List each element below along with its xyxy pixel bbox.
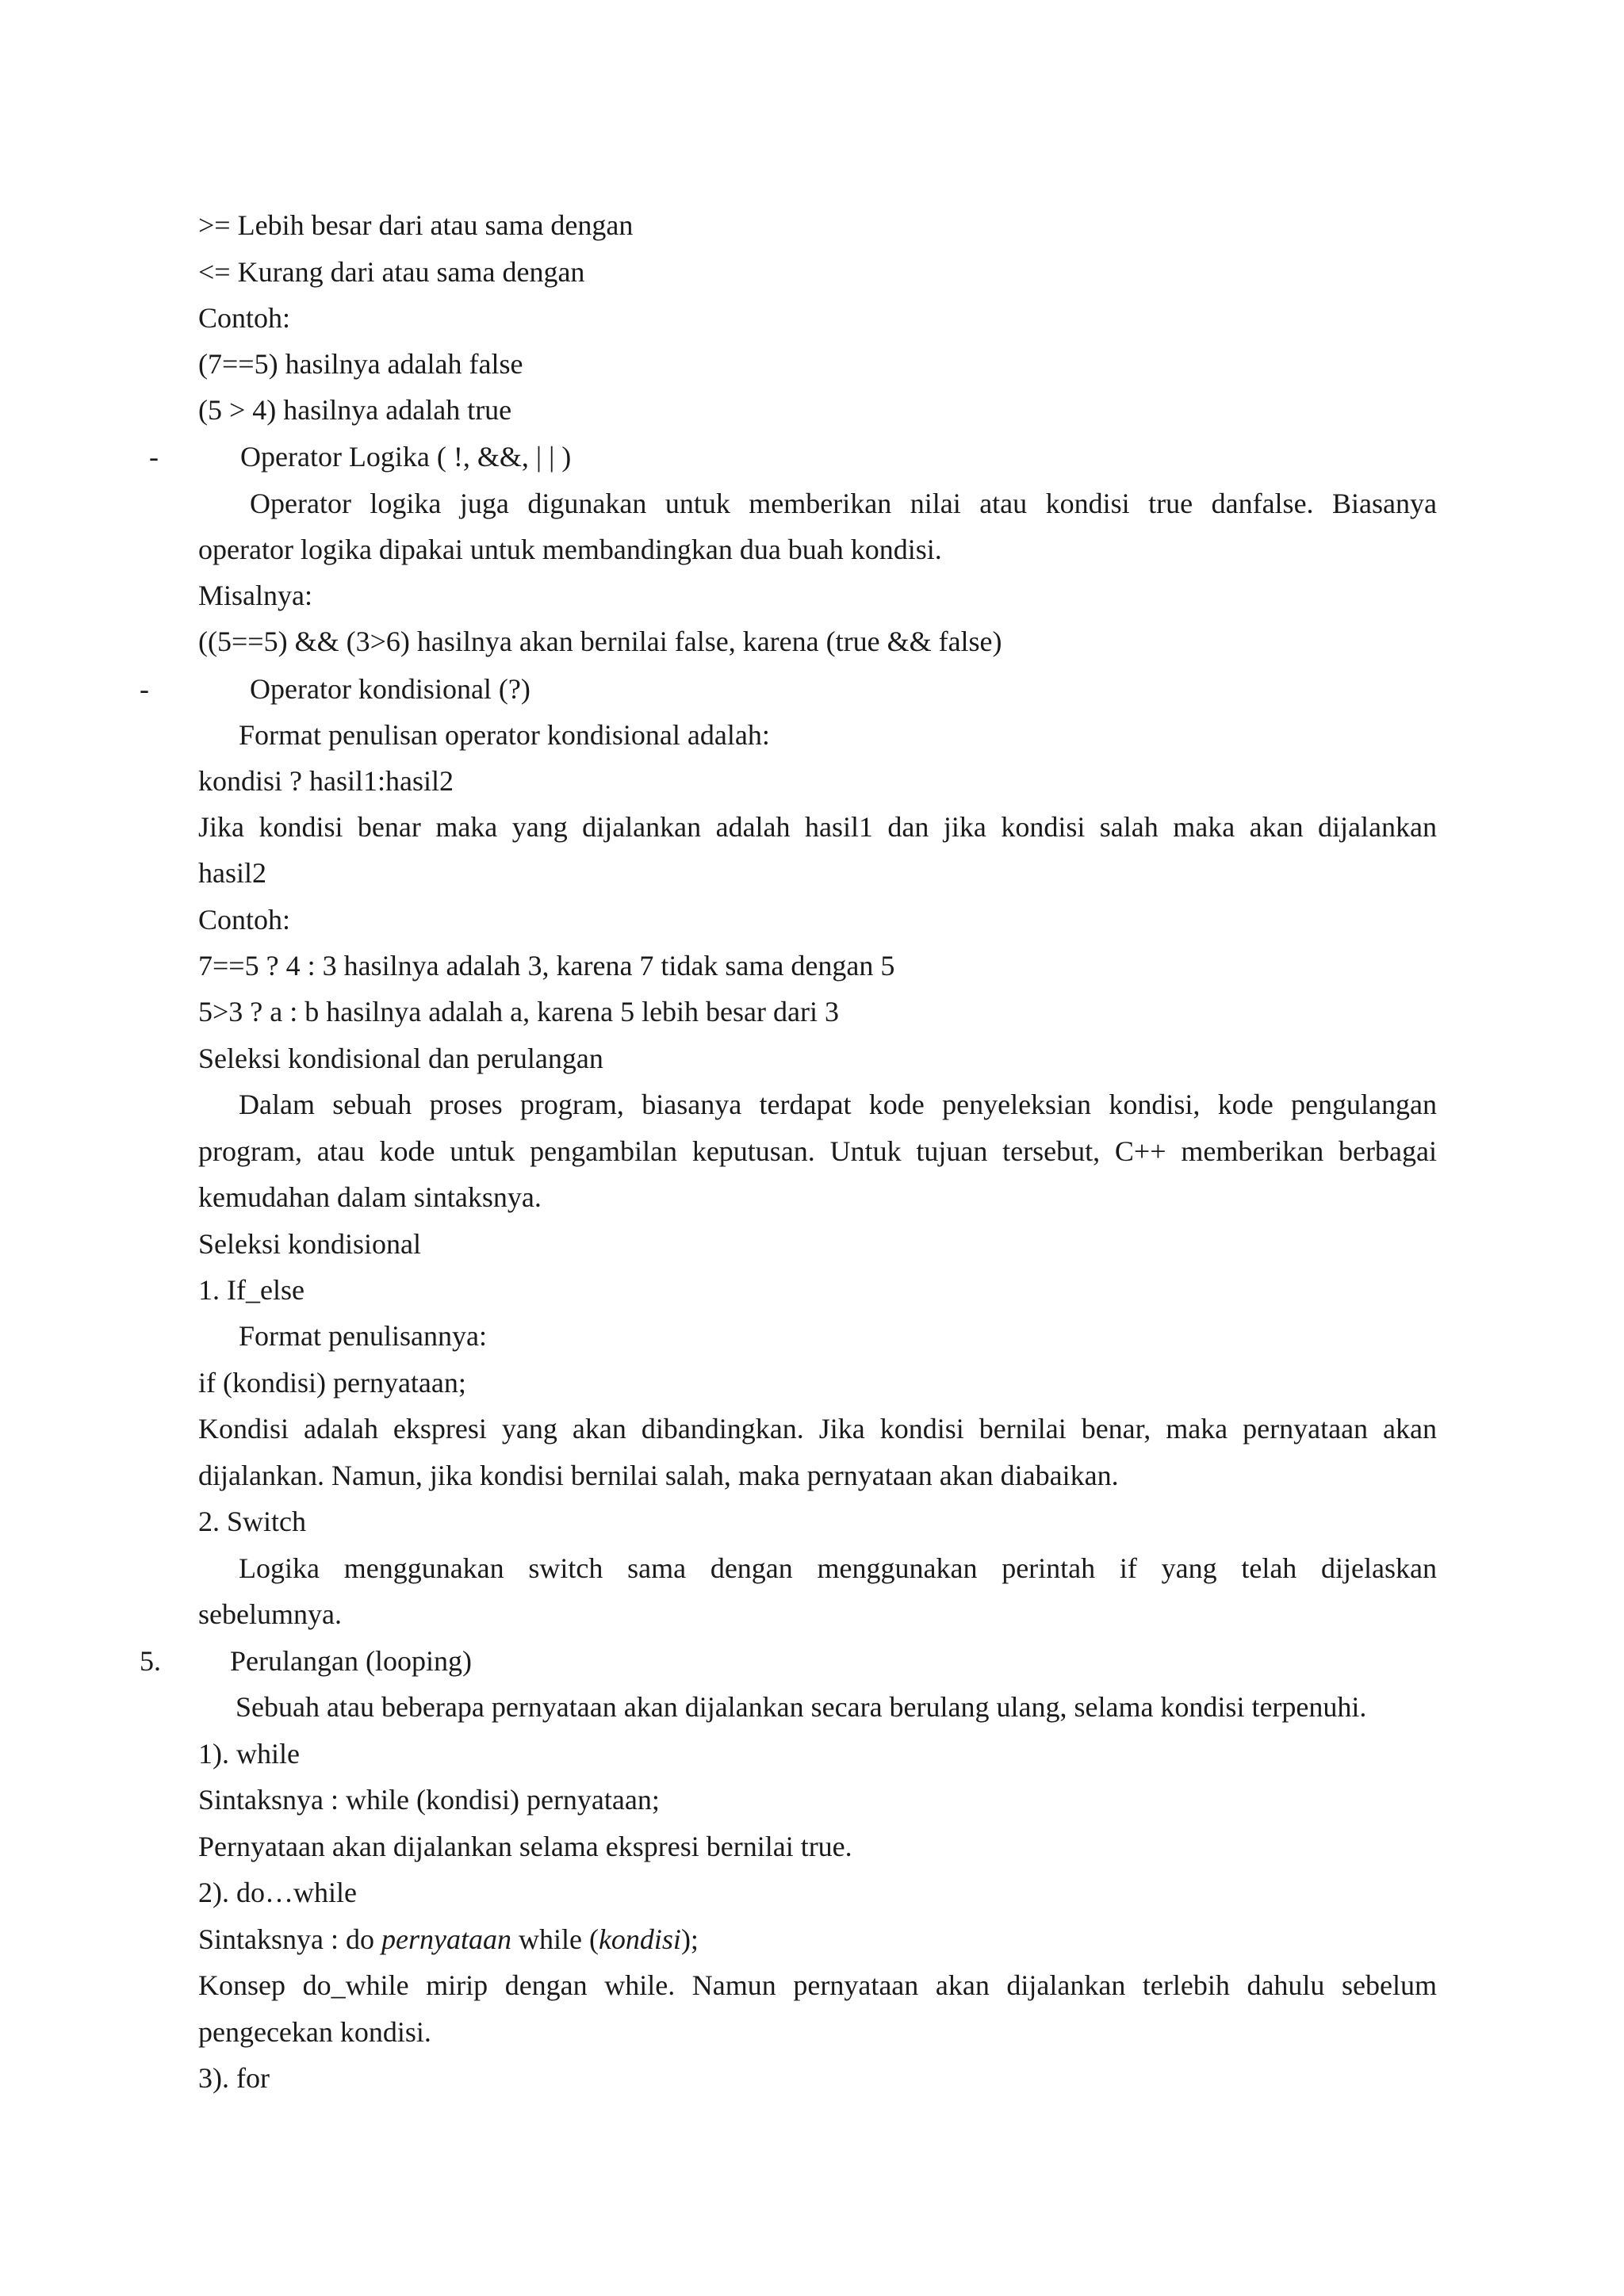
text-line: kondisi ? hasil1:hasil2	[198, 765, 454, 797]
text-line: 5>3 ? a : b hasilnya adalah a, karena 5 lebih besar dari 3	[198, 996, 839, 1027]
section-heading: Operator Logika ( !, &&, | | )	[240, 441, 572, 473]
paragraph-line: Sebuah atau beberapa pernyataan akan dijalankan secara berulang ulang, selama kondisi terpenuhi.	[236, 1691, 1367, 1723]
section-heading: Seleksi kondisional dan perulangan	[198, 1043, 603, 1074]
syntax-condition: kondisi	[598, 1923, 681, 1955]
code-line	[198, 1916, 1437, 1962]
text-line: >= Lebih besar dari atau sama dengan	[198, 209, 634, 241]
syntax-prefix: Sintaksnya : do	[198, 1923, 381, 1955]
code-line: if (kondisi) pernyataan;	[198, 1367, 466, 1399]
text-line: Pernyataan akan dijalankan selama ekspresi bernilai true.	[198, 1831, 852, 1862]
section-number: 5.	[140, 1645, 161, 1677]
paragraph-line: Operator logika juga digunakan untuk memberikan nilai atau kondisi true danfalse. Biasanya	[250, 488, 1437, 519]
syntax-suffix: );	[680, 1923, 699, 1955]
paragraph-line: Logika menggunakan switch sama dengan menggunakan perintah if yang telah dijelaskan	[239, 1552, 1437, 1584]
paragraph-line: Jika kondisi benar maka yang dijalankan adalah hasil1 dan jika kondisi salah maka akan dijalankan	[198, 811, 1437, 843]
paragraph-line: Kondisi adalah ekspresi yang akan dibandingkan. Jika kondisi bernilai benar, maka pernyataan akan	[198, 1413, 1437, 1445]
list-item: 2. Switch	[198, 1506, 307, 1537]
code-line: Sintaksnya : while (kondisi) pernyataan;	[198, 1784, 660, 1816]
paragraph-line: pengecekan kondisi.	[198, 2016, 431, 2048]
paragraph-line: dijalankan. Namun, jika kondisi bernilai salah, maka pernyataan akan diabaikan.	[198, 1460, 1119, 1491]
list-item: 1). while	[198, 1738, 300, 1770]
paragraph-line: sebelumnya.	[198, 1598, 342, 1630]
text-line: Contoh:	[198, 302, 291, 334]
section-heading: Seleksi kondisional	[198, 1228, 421, 1260]
paragraph-line: Konsep do_while mirip dengan while. Namun pernyataan akan dijalankan terlebih dahulu sebelum	[198, 1969, 1437, 2001]
text-line: ((5==5) && (3>6) hasilnya akan bernilai false, karena (true && false)	[198, 626, 1002, 657]
syntax-statement: pernyataan	[381, 1923, 511, 1955]
text-line: (7==5) hasilnya adalah false	[198, 348, 523, 380]
text-line: (5 > 4) hasilnya adalah true	[198, 394, 512, 426]
text-line: Contoh:	[198, 904, 291, 936]
list-item: 2). do…while	[198, 1877, 357, 1908]
section-heading: Perulangan (looping)	[230, 1645, 472, 1677]
paragraph-line: hasil2	[198, 857, 266, 889]
text-line: <= Kurang dari atau sama dengan	[198, 256, 585, 288]
text-line: Format penulisan operator kondisional adalah:	[239, 719, 770, 751]
paragraph-line: kemudahan dalam sintaksnya.	[198, 1181, 542, 1213]
syntax-keyword: while (	[511, 1923, 599, 1955]
list-bullet: -	[140, 673, 149, 705]
paragraph-line: operator logika dipakai untuk membandingkan dua buah kondisi.	[198, 534, 942, 565]
list-item: 3). for	[198, 2062, 270, 2094]
list-item: 1. If_else	[198, 1274, 304, 1306]
text-line: 7==5 ? 4 : 3 hasilnya adalah 3, karena 7 tidak sama dengan 5	[198, 950, 895, 982]
paragraph-line: Dalam sebuah proses program, biasanya terdapat kode penyeleksian kondisi, kode pengulangan	[239, 1089, 1437, 1120]
text-line: Format penulisannya:	[239, 1320, 487, 1352]
section-heading: Operator kondisional (?)	[250, 673, 530, 705]
paragraph-line: program, atau kode untuk pengambilan keputusan. Untuk tujuan tersebut, C++ memberikan berbagai	[198, 1135, 1437, 1167]
text-line: Misalnya:	[198, 580, 312, 611]
list-bullet: -	[149, 441, 159, 473]
